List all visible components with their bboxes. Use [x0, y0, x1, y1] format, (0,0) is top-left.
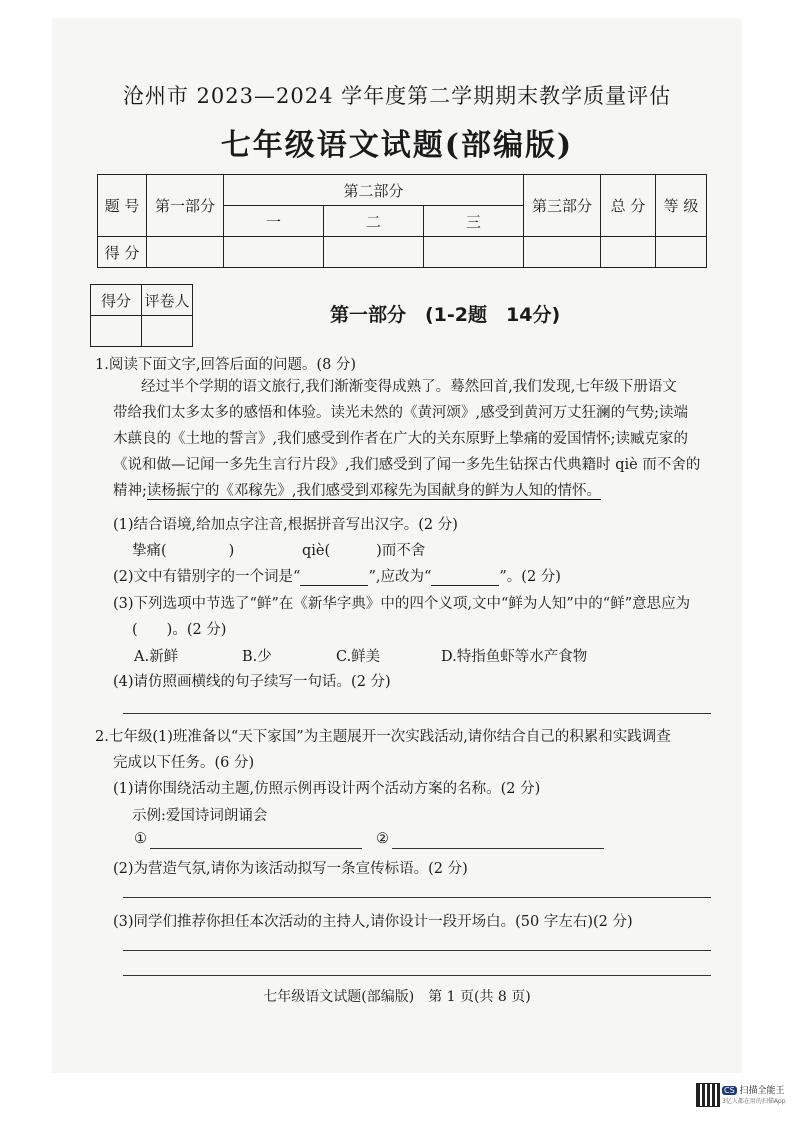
- option-d: D.特指鱼虾等水产食物: [441, 649, 588, 665]
- score-cell-grade: [656, 237, 707, 268]
- q2-blank1-label: ①: [134, 831, 147, 847]
- scanner-watermark: [722, 1083, 786, 1106]
- col-part2-sub-2: 二: [323, 206, 423, 237]
- score-table: [97, 174, 707, 268]
- passage-line-1: 经过半个学期的语文旅行,我们渐渐变得成熟了。蓦然回首,我们发现,七年级下册语文: [141, 379, 677, 395]
- score-cell-part3: [524, 237, 601, 268]
- scanner-name: 扫描全能王: [739, 1086, 785, 1096]
- page-footer: 七年级语文试题(部编版) 第 1 页(共 8 页): [263, 989, 531, 1005]
- score-cell-part2-2: [323, 237, 423, 268]
- item-b-end: )而不舍: [376, 543, 426, 559]
- passage-line-5-plain: 精神;: [113, 483, 147, 499]
- grader-score-cell: [91, 316, 142, 347]
- score-cell-part2-1: [224, 237, 324, 268]
- passage-line-3: 木蕻良的《土地的誓言》,我们感受到作者在广大的关东原野上挚痛的爱国情怀;读臧克家的: [113, 431, 688, 447]
- scanner-sub: 3亿人都在用的扫描App: [722, 1098, 786, 1105]
- option-b: B.少: [242, 649, 272, 665]
- passage-line-5: [113, 478, 713, 504]
- score-cell-part1: [147, 237, 224, 268]
- q1-sub4: (4)请仿照画横线的句子续写一句话。(2 分): [113, 674, 391, 690]
- col-part2-sub-3: 三: [423, 206, 523, 237]
- sub2-part-b: ”,应改为“: [368, 569, 432, 585]
- item-b-label: qiè(: [302, 543, 331, 559]
- col-part1: 第一部分: [147, 175, 224, 237]
- passage-line-4: 《说和做—记闻一多先生言行片段》,我们感受到了闻一多先生钻探古代典籍时 qiè 而不舍的: [113, 457, 701, 473]
- q1-stem: 1.阅读下面文字,回答后面的问题。(8 分): [95, 357, 357, 373]
- score-cell-total: [601, 237, 656, 268]
- col-part2-sub-1: 一: [224, 206, 324, 237]
- col-part2: 第二部分: [224, 175, 524, 206]
- q2-stem-line2: 完成以下任务。(6 分): [113, 755, 255, 771]
- activity-name-2-line[interactable]: [392, 848, 604, 849]
- slogan-answer-line[interactable]: [123, 897, 711, 898]
- q1-sub1-item-b: [302, 539, 425, 560]
- row-label-number: 题 号: [98, 175, 147, 237]
- q1-sub3-line1: (3)下列选项中节选了“鲜”在《新华字典》中的四个义项,文中“鲜为人知”中的“鲜”意思应为: [113, 596, 691, 612]
- opening-answer-line-1[interactable]: [123, 950, 711, 951]
- col-grade: 等 级: [656, 175, 707, 237]
- grader-name-cell: [142, 316, 193, 347]
- q2-sub3: (3)同学们推荐你担任本次活动的主持人,请你设计一段开场白。(50 字左右)(2 分): [113, 914, 633, 930]
- q2-stem-line1: 2.七年级(1)班准备以“天下家国”为主题展开一次实践活动,请你结合自己的积累和实践调查: [95, 729, 671, 745]
- q2-sub1: (1)请你围绕活动主题,仿照示例再设计两个活动方案的名称。(2 分): [113, 781, 541, 797]
- q1-passage: [113, 374, 713, 504]
- wrong-word-blank[interactable]: [300, 569, 368, 586]
- q1-sub1-item-a: [132, 539, 234, 560]
- activity-name-1-line[interactable]: [150, 848, 362, 849]
- grader-score-label: 得分: [91, 285, 142, 316]
- q1-sub1: (1)结合语境,给加点字注音,根据拼音写出汉字。(2 分): [113, 517, 458, 533]
- passage-line-2: 带给我们太多太多的感悟和体验。读光未然的《黄河颂》,感受到黄河万丈狂澜的气势;读端: [113, 405, 688, 421]
- item-a-end: ): [228, 543, 235, 559]
- q2-blank2-label: ②: [376, 831, 389, 847]
- opening-answer-line-2[interactable]: [123, 975, 711, 976]
- underlined-sentence: 读杨振宁的《邓稼先》,我们感受到邓稼先为国献身的鲜为人知的情怀。: [146, 483, 601, 499]
- exam-header-title: 沧州市 2023—2024 学年度第二学期期末教学质量评估: [122, 84, 672, 108]
- option-a: A.新鲜: [134, 649, 179, 665]
- q1-sub4-answer-line[interactable]: [123, 713, 711, 714]
- scanner-badge: CS: [724, 1086, 735, 1095]
- sub2-part-c: ”。(2 分): [499, 569, 561, 585]
- row-label-score: 得 分: [98, 237, 147, 268]
- qr-code-icon: [696, 1083, 720, 1107]
- q1-sub3-line2: ( )。(2 分): [132, 622, 227, 638]
- section-title: 第一部分 (1-2题 14分): [330, 304, 561, 326]
- grader-box: [90, 284, 193, 347]
- score-cell-part2-3: [423, 237, 523, 268]
- q2-example: 示例:爱国诗词朗诵会: [132, 808, 268, 824]
- option-c: C.鲜美: [336, 649, 381, 665]
- col-total: 总 分: [601, 175, 656, 237]
- grader-name-label: 评卷人: [142, 285, 193, 316]
- correction-blank[interactable]: [431, 569, 499, 586]
- exam-subtitle: 七年级语文试题(部编版): [220, 128, 574, 163]
- sub2-part-a: (2)文中有错别字的一个词是“: [113, 569, 301, 585]
- q2-sub2: (2)为营造气氛,请你为该活动拟写一条宣传标语。(2 分): [113, 861, 468, 877]
- q1-sub2: [113, 565, 561, 586]
- col-part3: 第三部分: [524, 175, 601, 237]
- item-a-label: 挚痛(: [132, 543, 167, 559]
